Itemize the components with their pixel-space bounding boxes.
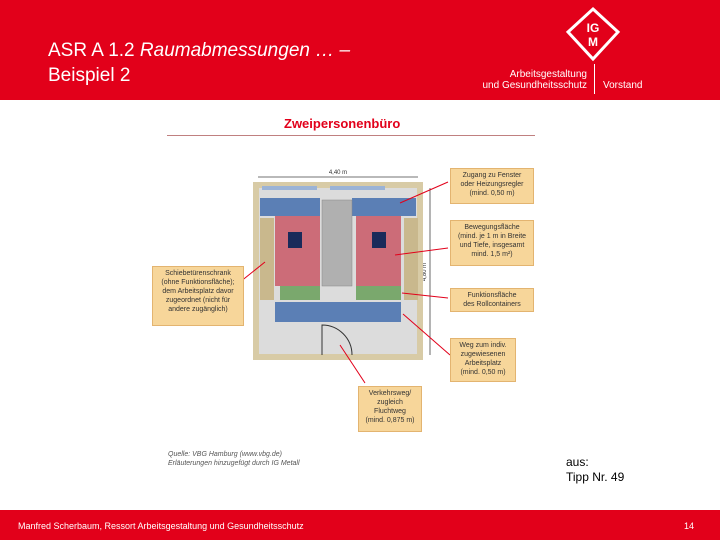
height-dimension-label: 4,80 m <box>422 262 428 282</box>
title-line1-regular: ASR A 1.2 <box>48 40 140 61</box>
logo-letter-ig: IG <box>586 21 600 35</box>
chair-left <box>288 232 302 248</box>
callout-path-line4: (mind. 0,50 m) <box>460 369 506 376</box>
access-zone-left <box>260 198 320 216</box>
reference-line2: Tipp Nr. 49 <box>566 470 625 484</box>
callout-access-line3: (mind. 0,50 m) <box>469 190 515 197</box>
function-area-right <box>356 286 401 300</box>
callout-path <box>450 338 516 382</box>
title-line2: Beispiel 2 <box>48 65 131 86</box>
window-left <box>262 186 317 190</box>
board-label: Vorstand <box>603 80 643 91</box>
callout-function-line1: Funktionsfläche <box>467 292 517 299</box>
title-line1-italic: Raumabmessungen … – <box>139 40 351 61</box>
callout-cabinet-line4: zugeordnet (nicht für <box>165 297 231 304</box>
footer-author: Manfred Scherbaum, Ressort Arbeitsgestaltung und Gesundheitsschutz <box>18 521 304 531</box>
callout-cabinet-line1: Schiebetürenschrank <box>165 270 231 277</box>
desk-block <box>322 200 352 286</box>
callout-access-line1: Zugang zu Fenster <box>462 172 522 179</box>
callout-sliding-cabinet <box>152 266 244 326</box>
source-line1: Quelle: VBG Hamburg (www.vbg.de) <box>168 451 282 458</box>
width-dimension-label: 4,40 m <box>328 170 348 176</box>
callout-access-window <box>450 168 534 204</box>
callout-escape-line3: Fluchtweg <box>374 408 406 415</box>
callout-path-line3: Arbeitsplatz <box>464 360 502 367</box>
callout-function-line2: des Rollcontainers <box>463 301 521 308</box>
callout-cabinet-line5: andere zugänglich) <box>168 306 228 313</box>
reference-line1: aus: <box>566 455 589 469</box>
figure-source <box>168 450 300 468</box>
logo-letter-m: M <box>588 35 598 49</box>
department-line2: und Gesundheitsschutz <box>482 80 587 91</box>
callout-movement-line1: Bewegungsfläche <box>464 224 520 231</box>
movement-area-right <box>356 216 401 286</box>
figure-title: Zweipersonenbüro <box>284 116 401 131</box>
department-line1: Arbeitsgestaltung <box>509 69 587 80</box>
callout-escape-line4: (mind. 0,875 m) <box>365 417 415 424</box>
callout-function-area <box>450 288 534 312</box>
callout-cabinet-line2: (ohne Funktionsfläche); <box>161 279 235 286</box>
function-area-left <box>280 286 320 300</box>
path-to-workplace <box>275 302 401 322</box>
callout-cabinet-line3: dem Arbeitsplatz davor <box>162 288 234 295</box>
movement-area-left <box>275 216 320 286</box>
callout-movement-line4: mind. 1,5 m²) <box>471 251 513 258</box>
callout-access-line2: oder Heizungsregler <box>460 181 524 188</box>
reference-note <box>566 455 624 485</box>
callout-path-line2: zugewiesenen <box>460 351 506 358</box>
chair-right <box>372 232 386 248</box>
sliding-cabinet-left <box>260 218 274 300</box>
page-number: 14 <box>684 521 695 531</box>
callout-escape-line1: Verkehrsweg/ <box>368 390 412 397</box>
source-line2: Erläuterungen hinzugefügt durch IG Metall <box>168 460 300 467</box>
window-right <box>330 186 385 190</box>
callout-escape-route <box>358 386 422 432</box>
sliding-cabinet-right <box>404 218 418 300</box>
callout-movement-line3: und Tiefe, insgesamt <box>459 242 525 249</box>
callout-movement-line2: (mind. je 1 m in Breite <box>457 233 527 240</box>
callout-movement-area <box>450 220 534 266</box>
callout-escape-line2: zugleich <box>377 399 403 406</box>
callout-path-line1: Weg zum indiv. <box>459 342 507 349</box>
